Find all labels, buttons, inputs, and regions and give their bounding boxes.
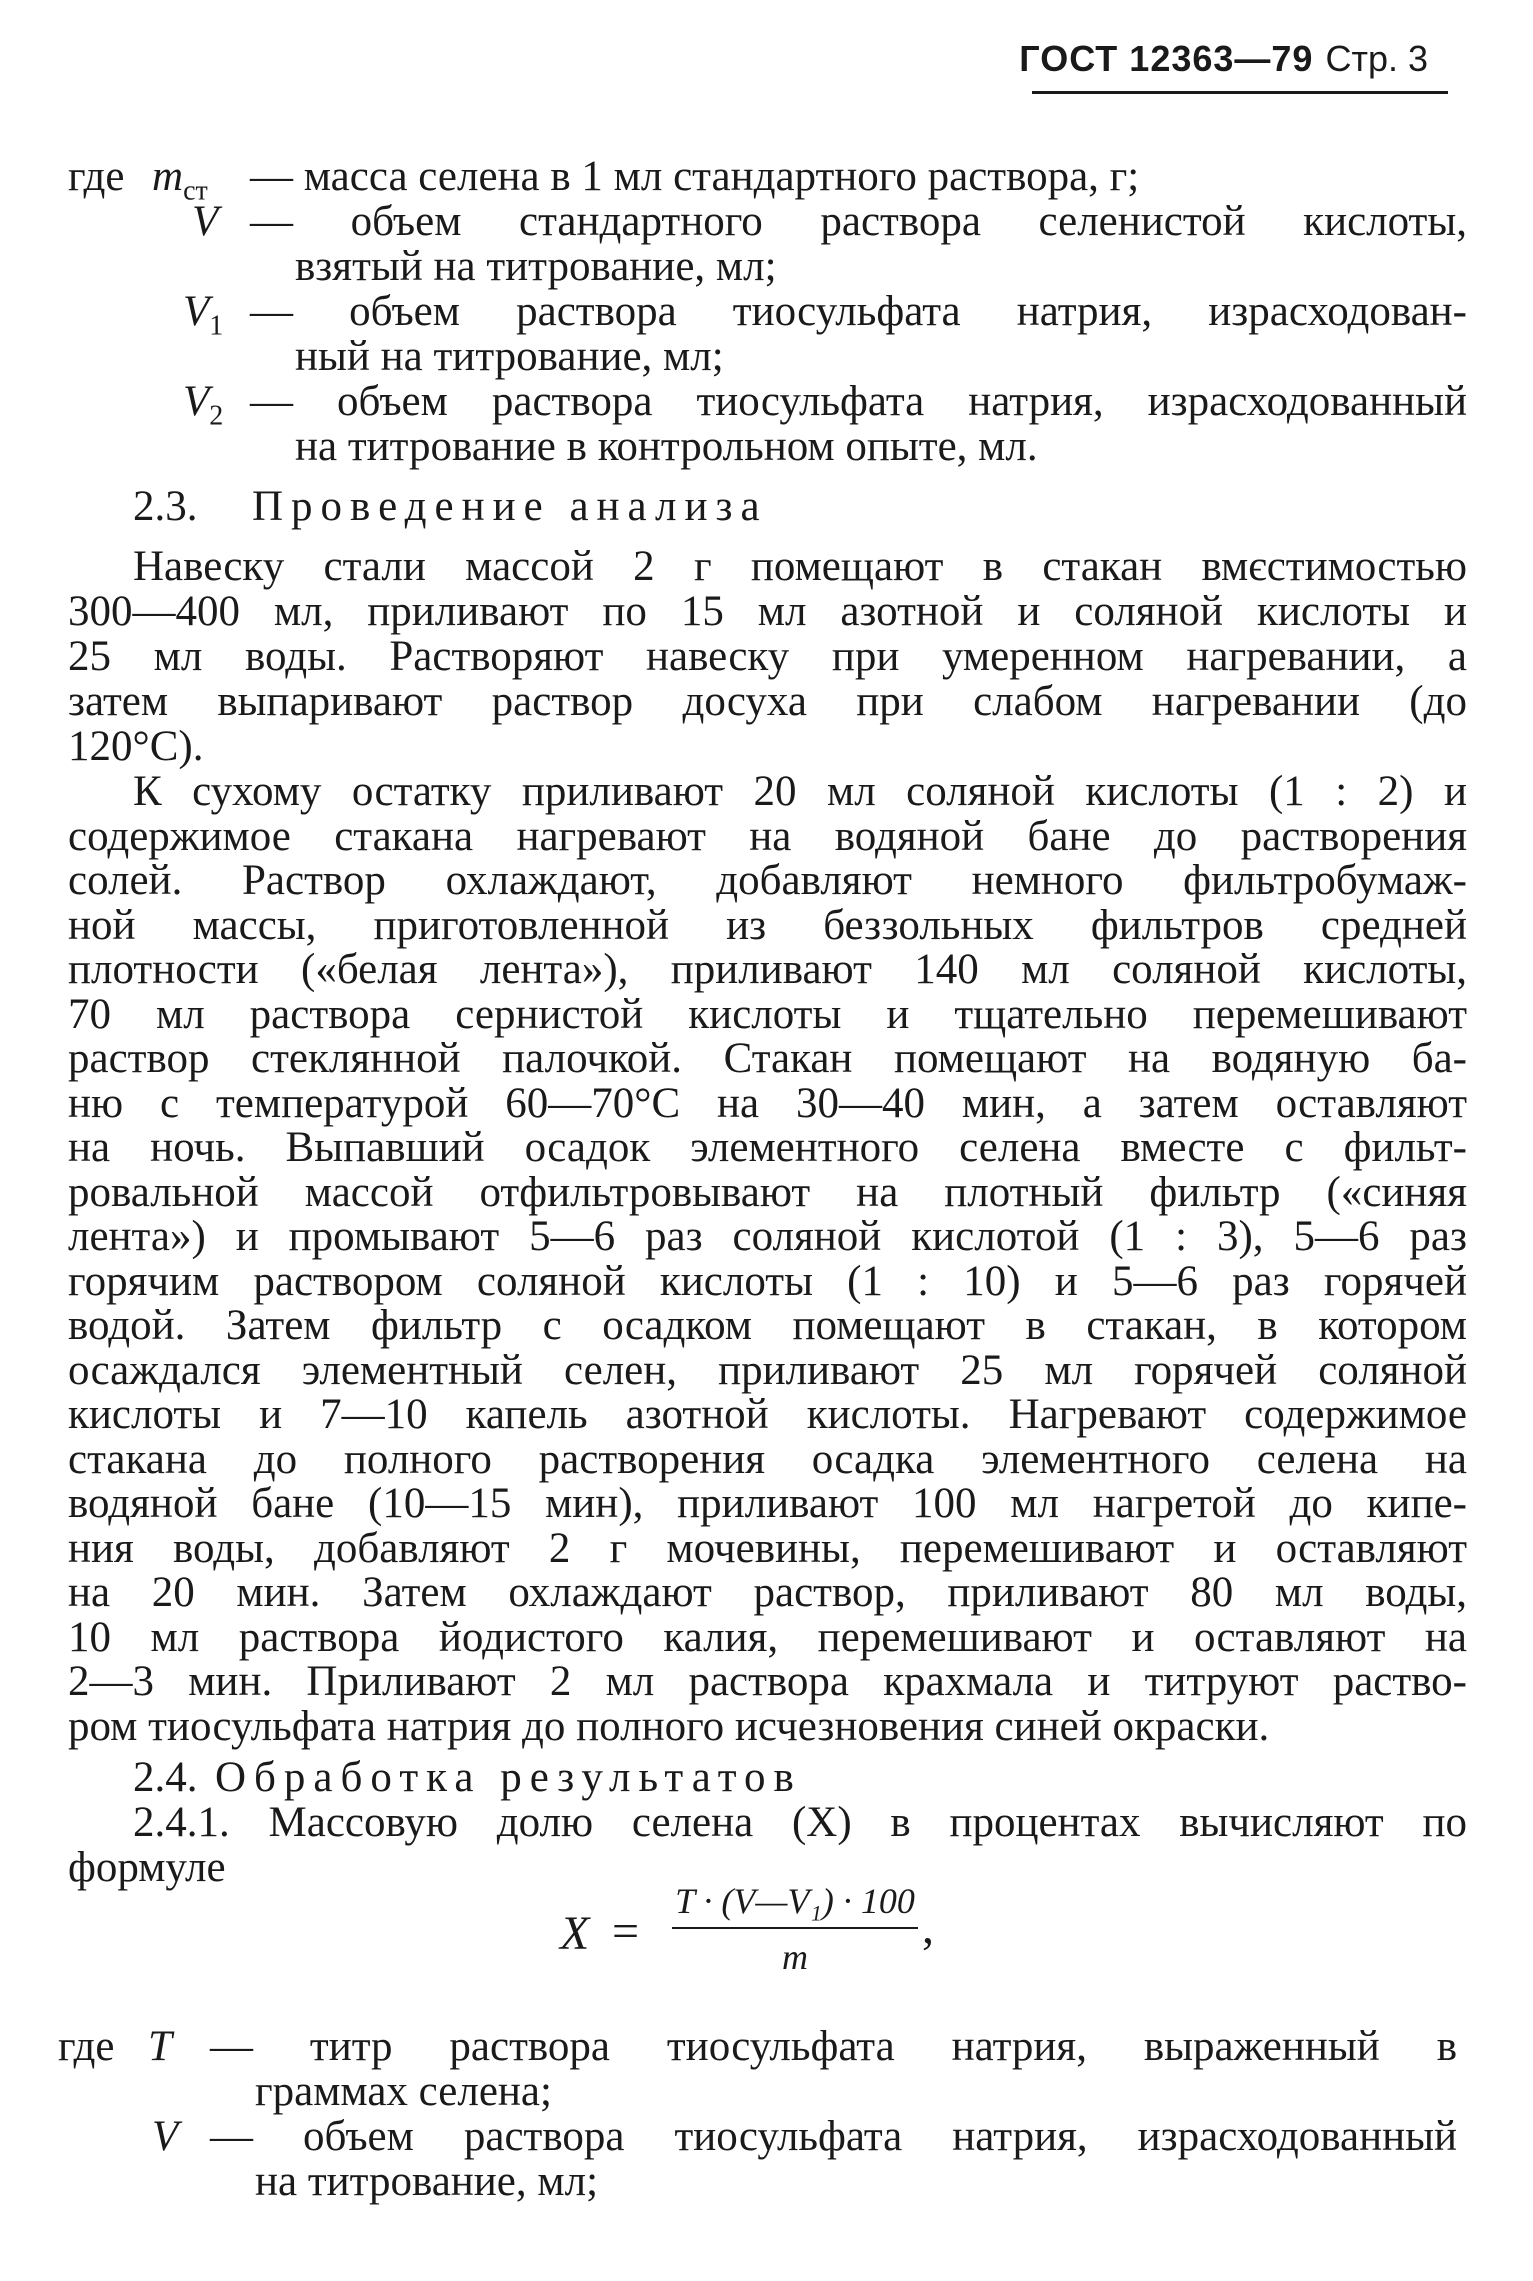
paragraph-line: ром тиосульфата натрия до полного исчезновения синей окраски. (68, 1702, 1270, 1750)
paragraph-line: ровальной массой отфильтровывают на плотный фильтр («синяя (68, 1168, 1467, 1216)
paragraph-line: стакана до полного растворения осадка элементного селена на (68, 1435, 1467, 1483)
paragraph-line: 300—400 мл, приливают по 15 мл азотной и соляной кислоты и (68, 588, 1467, 635)
header-rule (1032, 91, 1448, 94)
paragraph-line: содержимое стакана нагревают на водяной бане до растворения (68, 812, 1467, 860)
def-v-line-2: взятый на титрование, мл; (295, 243, 777, 290)
def-v1-line-1: — объем раствора тиосульфата натрия, израсходован- (250, 288, 1467, 335)
paragraph-line: 2—3 мин. Приливают 2 мл раствора крахмала и титруют раство- (68, 1658, 1467, 1705)
page-header (1019, 38, 1428, 80)
section-number: 2.4. (133, 1754, 198, 1801)
formula (560, 1880, 980, 1990)
def-v-line-1: — объем раствора тиосульфата натрия, израсходованный (210, 2113, 1457, 2160)
paragraph-line: горячим раствором соляной кислоты (1 : 10) и 5—6 раз горячей (68, 1257, 1467, 1305)
paragraph-line: лента») и промывают 5—6 раз соляной кислотой (1 : 3), 5—6 раз (68, 1213, 1467, 1260)
paragraph-line: водой. Затем фильтр с осадком помещают в стакан, в котором (68, 1302, 1467, 1349)
paragraph-line: на 20 мин. Затем охлаждают раствор, приливают 80 мл воды, (68, 1569, 1467, 1616)
paragraph-line: 10 мл раствора йодистого калия, перемешивают и оставляют на (68, 1613, 1467, 1661)
paragraph-line: кислоты и 7—10 капель азотной кислоты. Нагревают содержимое (68, 1391, 1467, 1438)
paragraph-line: 25 мл воды. Растворяют навеску при умеренном нагревании, а (68, 633, 1467, 680)
paragraph-line: осаждался элементный селен, приливают 25 мл горячей соляной (68, 1346, 1467, 1394)
def-v2-line-1: — объем раствора тиосульфата натрия, израсходованный (250, 378, 1467, 425)
paragraph-line: солей. Раствор охлаждают, добавляют немного фильтробумаж- (68, 857, 1467, 904)
where-lead: где (68, 153, 125, 200)
paragraph-line: К сухому остатку приливают 20 мл соляной кислоты (1 : 2) и (133, 768, 1467, 815)
def-v1-line-2: ный на титрование, мл; (295, 333, 724, 380)
fraction-bar (672, 1927, 918, 1929)
section-number: 2.3. (133, 483, 198, 530)
formula-comma: , (922, 1901, 934, 1954)
def-t-line-2: граммах селена; (255, 2068, 552, 2115)
formula-intro-line-2: формуле (68, 1844, 226, 1891)
symbol-t: T (148, 2023, 172, 2070)
paragraph-line: затем выпаривают раствор досуха при слабом нагревании (до (68, 678, 1467, 725)
paragraph-line: на ночь. Выпавший осадок элементного селена вместе с фильт- (68, 1124, 1467, 1171)
formula-intro-line-1: 2.4.1. Массовую долю селена (X) в процентах вычисляют по (133, 1799, 1467, 1846)
symbol-v2: $V_2$ (183, 378, 224, 432)
section-title: Обработка результатов (215, 1754, 802, 1801)
symbol-m-st: $m_{ст}$ (152, 153, 208, 207)
def-v-line-1: — объем стандартного раствора селенистой кислоты, (250, 198, 1467, 245)
paragraph-line: водяной бане (10—15 мин), приливают 100 мл нагретой до кипе- (68, 1480, 1467, 1527)
def-v-line-2: на титрование, мл; (255, 2158, 599, 2205)
section-title: Проведение анализа (252, 483, 768, 530)
symbol-v1: $V_1$ (183, 288, 224, 342)
paragraph-line: 70 мл раствора сернистой кислоты и тщательно перемешивают (68, 990, 1467, 1038)
symbol-v: V (192, 198, 219, 245)
page-number: Стр. 3 (1325, 38, 1428, 79)
paragraph-line: 120°С). (68, 723, 204, 770)
paragraph-line: ню с температурой 60—70°С на 30—40 мин, а затем оставляют (68, 1079, 1467, 1127)
paragraph-line: Навеску стали массой 2 г помещают в стакан вмєстимостью (133, 543, 1467, 590)
formula-numerator: T · (V—V₁) · 100 (675, 1881, 915, 1921)
formula-denominator: m (782, 1937, 808, 1977)
def-t-line-1: — титр раствора тиосульфата натрия, выраженный в (210, 2023, 1457, 2070)
gost-number: ГОСТ 12363—79 (1019, 38, 1314, 79)
paragraph-line: ной массы, приготовленной из беззольных фильтров средней (68, 901, 1467, 949)
formula-lhs: X (560, 1907, 590, 1960)
paragraph-line: ния воды, добавляют 2 г мочевины, перемешивают и оставляют (68, 1524, 1467, 1572)
paragraph-line: плотности («белая лента»), приливают 140 мл соляной кислоты, (68, 946, 1467, 993)
where-lead: где (58, 2023, 115, 2070)
formula-equals: = (612, 1905, 640, 1958)
def-v2-line-2: на титрование в контрольном опыте, мл. (295, 423, 1038, 470)
paragraph-line: раствор стеклянной палочкой. Стакан помещают на водяную ба- (68, 1035, 1467, 1082)
symbol-v: V (152, 2113, 179, 2160)
def-m-st-line-1: — масса селена в 1 мл стандартного раствора, г; (250, 153, 1140, 200)
